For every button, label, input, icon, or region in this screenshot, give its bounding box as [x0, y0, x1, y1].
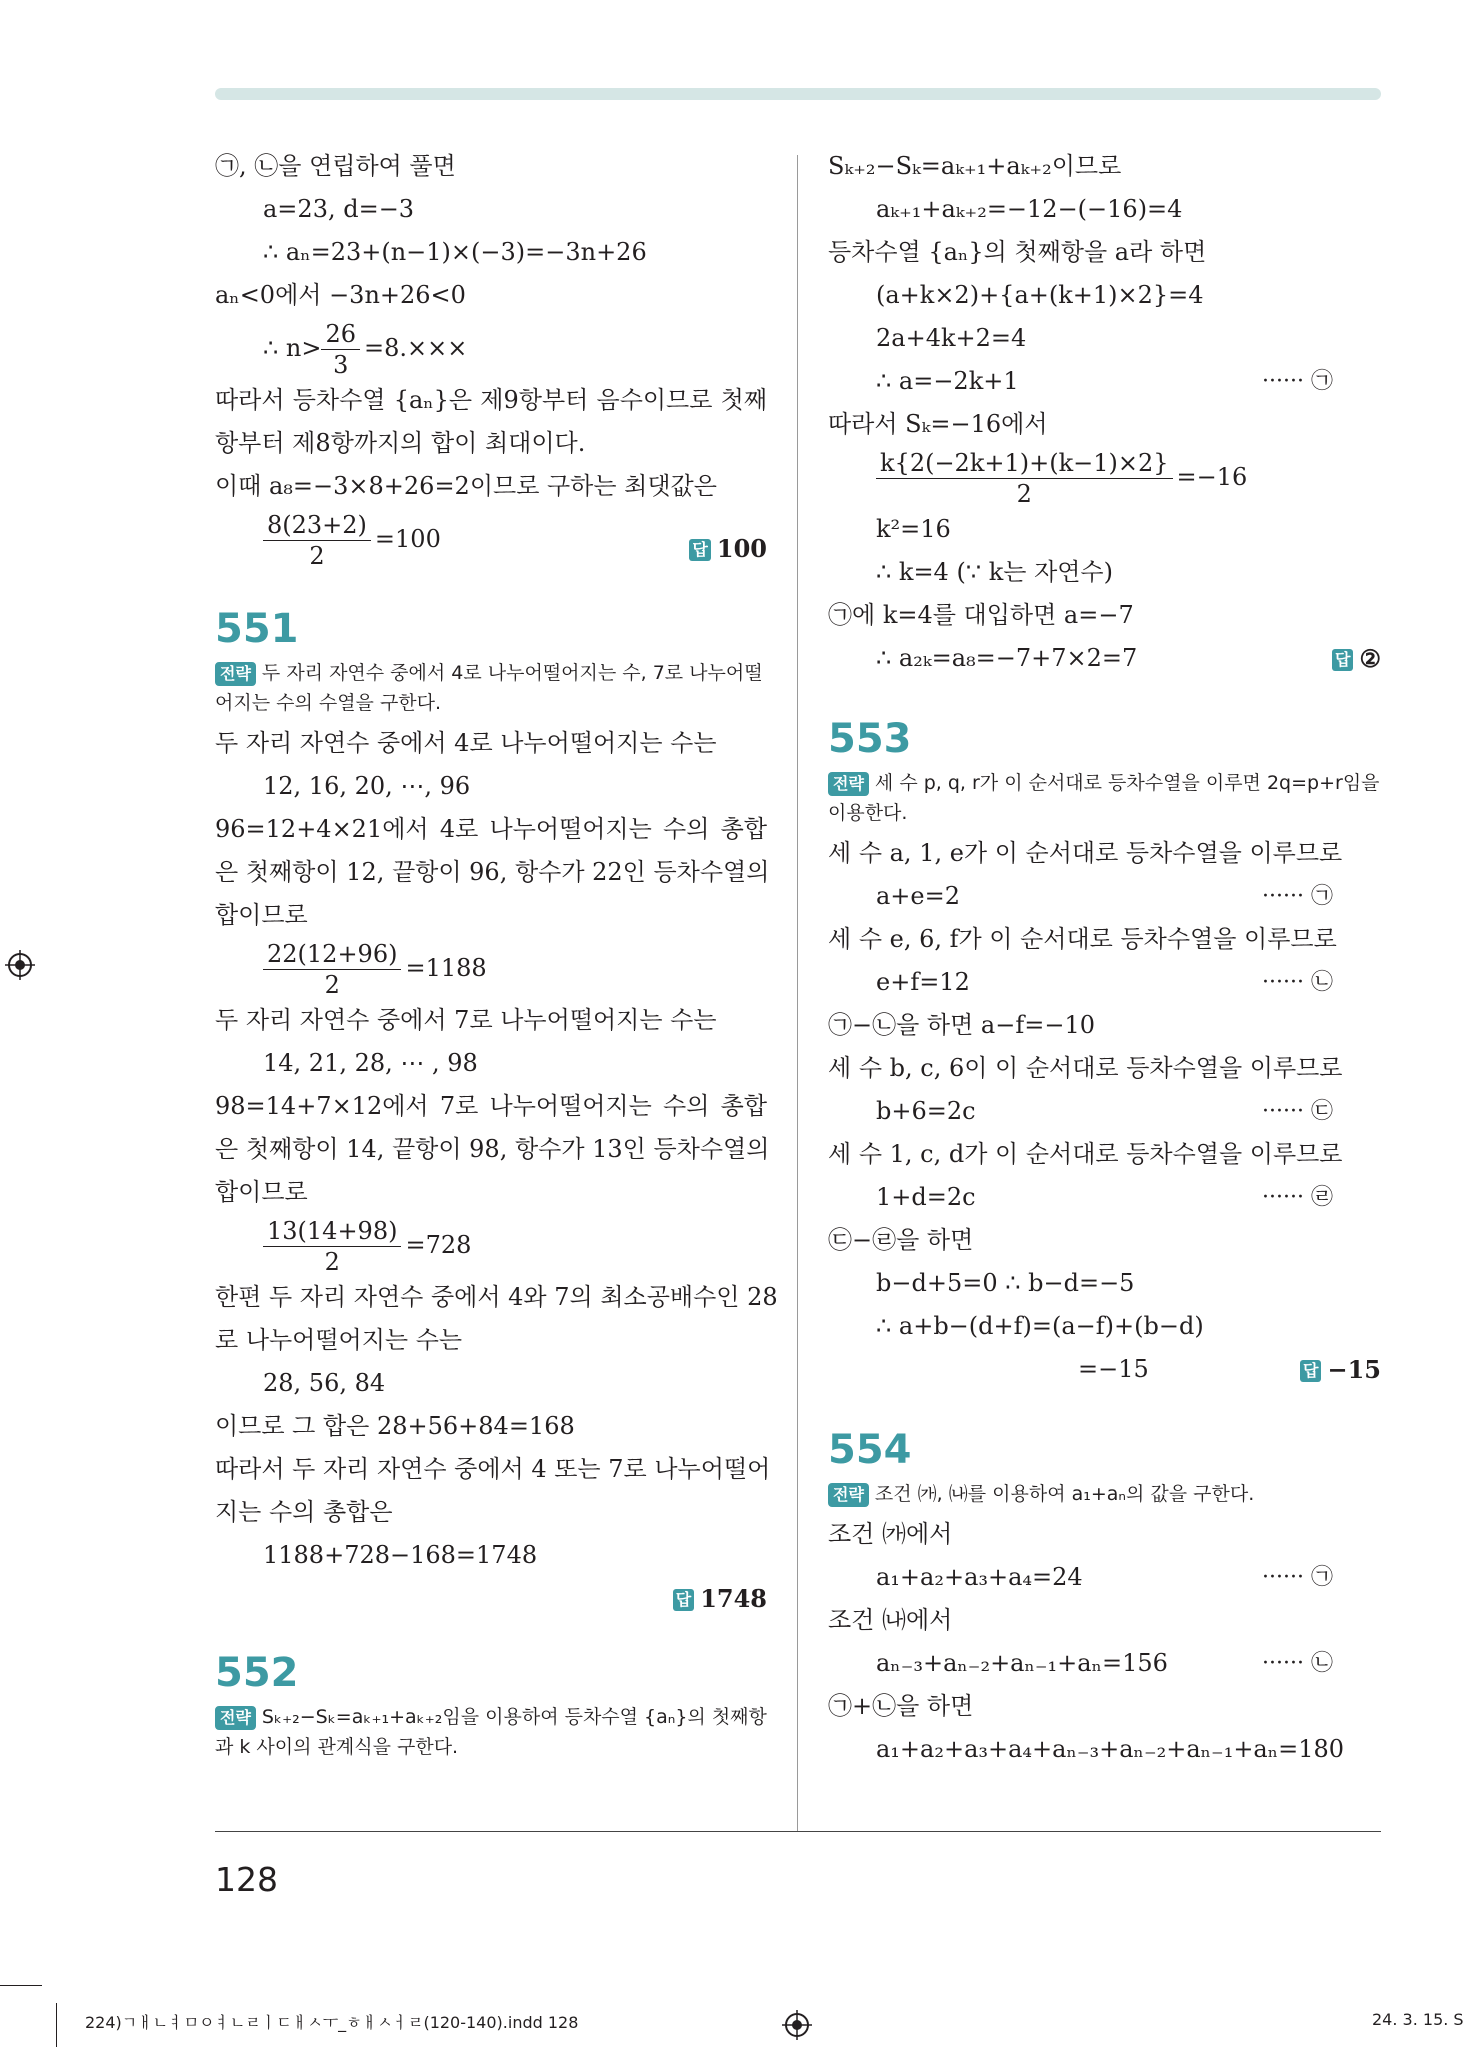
fraction-numerator: 26	[321, 319, 360, 350]
solution-line	[215, 1042, 767, 1085]
solution-line	[215, 1276, 778, 1319]
solution-line	[215, 1085, 767, 1128]
solution-line	[828, 1556, 1381, 1599]
footer-rule	[215, 1831, 1381, 1832]
line-text: 98=14+7×12에서 7로 나누어떨어지는 수의 총합	[215, 1092, 767, 1120]
solution-line	[215, 1171, 767, 1214]
line-text: 따라서 등차수열 {aₙ}은 제9항부터 음수이므로 첫째	[215, 386, 767, 414]
line-text: a₁+a₂+a₃+a₄=24	[876, 1563, 1083, 1591]
line-text: ㉠에 k=4를 대입하면 a=−7	[828, 601, 1134, 629]
problem-550-solution-end	[215, 145, 767, 570]
line-text: 등차수열 {aₙ}의 첫째항을 a라 하면	[828, 238, 1207, 266]
line-text: e+f=12	[876, 968, 970, 996]
line-text: aₙ₋₃+aₙ₋₂+aₙ₋₁+aₙ=156	[876, 1649, 1168, 1677]
math-suffix: =8.×××	[364, 334, 468, 362]
line-text: 로 나누어떨어지는 수는	[215, 1326, 463, 1354]
solution-line	[215, 1577, 767, 1620]
fraction-denominator: 2	[1016, 480, 1032, 508]
line-text: a+e=2	[876, 882, 960, 910]
solution-line	[828, 1513, 1381, 1556]
solution-line	[215, 145, 767, 188]
strategy-554	[828, 1479, 1381, 1509]
solution-line	[215, 894, 767, 937]
line-text: 2a+4k+2=4	[876, 324, 1027, 352]
answer-badge: 답	[673, 1589, 694, 1611]
solution-line	[215, 1534, 767, 1577]
strategy-text: Sₖ₊₂−Sₖ=aₖ₊₁+aₖ₊₂임을 이용하여 등차수열 {aₙ}의 첫째항과 k 사이의 관계식을 구한다.	[215, 1706, 767, 1758]
problem-number-553: 553	[828, 716, 912, 762]
solution-line	[828, 145, 1381, 188]
strategy-text: 조건 ㈎, ㈏를 이용하여 a₁+aₙ의 값을 구한다.	[874, 1483, 1255, 1505]
solution-line	[215, 1405, 767, 1448]
line-text: 이때 a₈=−3×8+26=2이므로 구하는 최댓값은	[215, 472, 717, 500]
equation-marker: ······ ㉢	[1262, 1099, 1333, 1124]
solution-line	[828, 1599, 1381, 1642]
answer	[1332, 637, 1381, 680]
solution-line	[215, 1214, 767, 1276]
solution-line	[215, 722, 767, 765]
solution-line	[215, 999, 767, 1042]
strategy-text: 두 자리 자연수 중에서 4로 나누어떨어지는 수, 7로 나누어떨어지는 수의 수열을 구한다.	[215, 662, 763, 714]
solution-line	[215, 1448, 771, 1491]
line-text: 이므로 그 합은 28+56+84=168	[215, 1412, 575, 1440]
solution-line	[828, 1047, 1381, 1090]
line-text: ㉠, ㉡을 연립하여 풀면	[215, 152, 456, 180]
solution-line	[828, 1090, 1381, 1133]
answer	[1300, 1348, 1381, 1391]
solution-line	[828, 1685, 1381, 1728]
line-text: ㉠+㉡을 하면	[828, 1692, 974, 1720]
solution-line	[828, 231, 1381, 274]
solution-line	[828, 1262, 1381, 1305]
line-text: 조건 ㈏에서	[828, 1606, 953, 1634]
equation-marker: ······ ㉡	[1262, 1651, 1333, 1676]
fraction	[263, 1216, 401, 1277]
line-text: 28, 56, 84	[263, 1369, 386, 1397]
line-text: ∴ a=−2k+1	[876, 367, 1019, 395]
fraction-denominator: 2	[309, 542, 325, 570]
solution-line	[215, 1319, 767, 1362]
line-text: 두 자리 자연수 중에서 4로 나누어떨어지는 수는	[215, 729, 717, 757]
fraction-numerator: k{2(−2k+1)+(k−1)×2}	[876, 448, 1173, 479]
strategy-552	[215, 1702, 767, 1762]
solution-line	[828, 1004, 1381, 1047]
fraction-denominator: 2	[324, 1248, 340, 1276]
equation-marker: ······ ㉣	[1262, 1185, 1333, 1210]
math-suffix: =728	[405, 1231, 472, 1259]
column-divider	[797, 155, 798, 1832]
solution-line	[828, 1642, 1381, 1685]
line-text: aₖ₊₁+aₖ₊₂=−12−(−16)=4	[876, 195, 1183, 223]
line-text: 합이므로	[215, 901, 308, 929]
solution-line	[215, 422, 767, 465]
solution-line	[828, 1348, 1381, 1391]
solution-line	[215, 508, 767, 570]
fraction-numerator: 13(14+98)	[263, 1216, 401, 1247]
line-text: ∴ a₂ₖ=a₈=−7+7×2=7	[876, 644, 1138, 672]
problem-number-554: 554	[828, 1427, 912, 1473]
problem-number-551: 551	[215, 606, 299, 652]
fraction	[321, 319, 360, 380]
file-slug: 224)ㄱㅐㄴㅕㅁㅇㅕㄴㄹㅣㄷㅐㅅㅜ_ㅎㅐㅅㅓㄹ(120-140).indd 128	[85, 2013, 579, 2032]
solution-line	[828, 918, 1381, 961]
math-prefix: ∴ n>	[263, 334, 322, 362]
math-suffix: =100	[374, 525, 441, 553]
problem-553-solution	[828, 832, 1381, 1391]
answer-badge: 답	[1332, 649, 1353, 671]
line-text: 한편 두 자리 자연수 중에서 4와 7의 최소공배수인 28	[215, 1283, 778, 1311]
left-column	[215, 145, 778, 1766]
solution-line	[215, 808, 767, 851]
solution-line	[215, 379, 767, 422]
solution-line	[215, 765, 767, 808]
strategy-badge: 전략	[828, 1483, 869, 1507]
solution-line	[828, 1728, 1381, 1771]
line-text: 세 수 b, c, 6이 이 순서대로 등차수열을 이루므로	[828, 1054, 1343, 1082]
solution-line	[828, 551, 1381, 594]
answer-badge: 답	[1300, 1360, 1321, 1382]
solution-line	[215, 1491, 767, 1534]
line-text: 지는 수의 총합은	[215, 1498, 393, 1526]
solution-line	[215, 317, 767, 379]
solution-line	[828, 446, 1381, 508]
strategy-553	[828, 768, 1381, 828]
solution-line	[828, 403, 1381, 446]
solution-line	[215, 1128, 770, 1171]
line-text: Sₖ₊₂−Sₖ=aₖ₊₁+aₖ₊₂이므로	[828, 152, 1122, 180]
line-text: 합이므로	[215, 1178, 308, 1206]
line-text: 은 첫째항이 12, 끝항이 96, 항수가 22인 등차수열의	[215, 858, 770, 886]
line-text: b−d+5=0 ∴ b−d=−5	[876, 1269, 1135, 1297]
line-text: 12, 16, 20, ⋯, 96	[263, 772, 471, 800]
line-text: ∴ aₙ=23+(n−1)×(−3)=−3n+26	[263, 238, 647, 266]
right-column	[828, 145, 1381, 1771]
solution-line	[215, 1362, 767, 1405]
line-text: 따라서 두 자리 자연수 중에서 4 또는 7로 나누어떨어	[215, 1455, 771, 1483]
equation-marker: ······ ㉠	[1262, 884, 1333, 909]
problem-552-solution	[828, 145, 1381, 680]
fraction	[263, 939, 401, 1000]
line-text: 따라서 Sₖ=−16에서	[828, 410, 1048, 438]
fraction-denominator: 3	[333, 351, 349, 379]
equation-marker: ······ ㉠	[1262, 369, 1333, 394]
line-text: =−15	[1078, 1355, 1149, 1383]
line-text: 세 수 e, 6, f가 이 순서대로 등차수열을 이루므로	[828, 925, 1337, 953]
solution-line	[828, 832, 1381, 875]
strategy-badge: 전략	[215, 662, 256, 686]
solution-line	[828, 875, 1381, 918]
line-text: ∴ a+b−(d+f)=(a−f)+(b−d)	[876, 1312, 1204, 1340]
solution-line	[215, 937, 767, 999]
solution-line	[828, 317, 1381, 360]
line-text: 96=12+4×21에서 4로 나누어떨어지는 수의 총합	[215, 815, 767, 843]
solution-line	[215, 188, 767, 231]
strategy-551	[215, 658, 767, 718]
registration-mark-icon	[782, 2010, 812, 2040]
line-text: (a+k×2)+{a+(k+1)×2}=4	[876, 281, 1204, 309]
solution-line	[828, 1176, 1381, 1219]
line-text: ㉠−㉡을 하면 a−f=−10	[828, 1011, 1095, 1039]
answer-value: 100	[716, 534, 767, 563]
strategy-badge: 전략	[215, 1706, 256, 1730]
answer-badge: 답	[689, 539, 710, 561]
strategy-text: 세 수 p, q, r가 이 순서대로 등차수열을 이루면 2q=p+r임을 이용한다.	[828, 772, 1380, 824]
solution-line	[828, 274, 1381, 317]
answer	[673, 1577, 767, 1620]
registration-mark-icon	[5, 950, 35, 980]
solution-line	[828, 188, 1381, 231]
line-text: ㉢−㉣을 하면	[828, 1226, 974, 1254]
line-text: 두 자리 자연수 중에서 7로 나누어떨어지는 수는	[215, 1006, 717, 1034]
problem-551-solution	[215, 722, 778, 1620]
line-text: 조건 ㈎에서	[828, 1520, 953, 1548]
solution-line	[828, 1305, 1381, 1348]
fraction-numerator: 8(23+2)	[263, 510, 371, 541]
equation-marker: ······ ㉠	[1262, 1565, 1333, 1590]
problem-554-solution	[828, 1513, 1381, 1771]
line-text: 항부터 제8항까지의 합이 최대이다.	[215, 429, 586, 457]
solution-line	[828, 1133, 1381, 1176]
line-text: a=23, d=−3	[263, 195, 415, 223]
answer-value: −15	[1327, 1355, 1381, 1384]
fraction-numerator: 22(12+96)	[263, 939, 401, 970]
solution-line	[215, 851, 770, 894]
solution-line	[828, 637, 1381, 680]
line-text: a₁+a₂+a₃+a₄+aₙ₋₃+aₙ₋₂+aₙ₋₁+aₙ=180	[876, 1735, 1345, 1763]
line-text: 1188+728−168=1748	[263, 1541, 538, 1569]
solution-line	[215, 231, 767, 274]
line-text: b+6=2c	[876, 1097, 976, 1125]
line-text: aₙ<0에서 −3n+26<0	[215, 281, 466, 309]
problem-number-552: 552	[215, 1650, 299, 1696]
fraction-denominator: 2	[324, 971, 340, 999]
solution-line	[215, 274, 767, 317]
answer-value: ②	[1359, 644, 1381, 673]
page-number: 128	[215, 1860, 278, 1899]
line-text: 세 수 1, c, d가 이 순서대로 등차수열을 이루므로	[828, 1140, 1343, 1168]
solution-line	[215, 465, 767, 508]
line-text: 은 첫째항이 14, 끝항이 98, 항수가 13인 등차수열의	[215, 1135, 770, 1163]
math-suffix: =−16	[1176, 463, 1248, 491]
answer	[689, 518, 767, 580]
solution-line	[828, 508, 1381, 551]
header-bar	[215, 88, 1381, 100]
line-text: k²=16	[876, 515, 951, 543]
fraction	[263, 510, 371, 571]
math-suffix: =1188	[405, 954, 487, 982]
crop-mark	[56, 2003, 57, 2047]
line-text: 세 수 a, 1, e가 이 순서대로 등차수열을 이루므로	[828, 839, 1343, 867]
solution-line	[828, 360, 1381, 403]
fraction	[876, 448, 1173, 509]
solution-line	[828, 961, 1381, 1004]
line-text: 14, 21, 28, ⋯ , 98	[263, 1049, 478, 1077]
line-text: ∴ k=4 (∵ k는 자연수)	[876, 558, 1113, 586]
equation-marker: ······ ㉡	[1262, 970, 1333, 995]
strategy-badge: 전략	[828, 772, 869, 796]
answer-value: 1748	[700, 1584, 767, 1613]
solution-line	[828, 594, 1381, 637]
date-slug: 24. 3. 15. S	[1372, 2010, 1464, 2029]
crop-mark	[0, 1985, 42, 1986]
line-text: 1+d=2c	[876, 1183, 976, 1211]
solution-line	[828, 1219, 1381, 1262]
